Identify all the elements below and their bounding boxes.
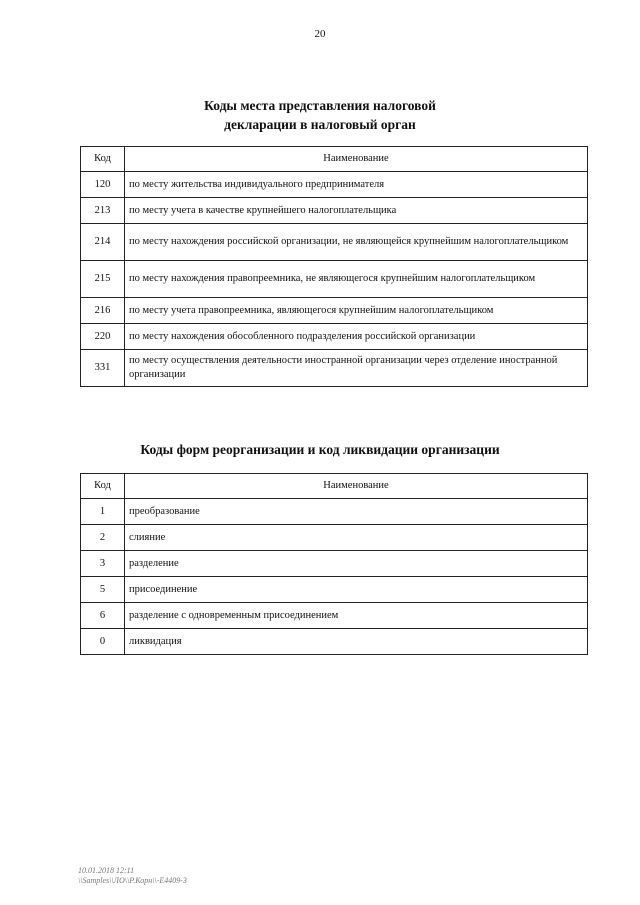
code-cell: 213	[81, 198, 125, 224]
representation-codes-table	[80, 146, 588, 387]
footer-timestamp: 10.01.2018 12:11	[78, 866, 135, 875]
name-cell: ликвидация	[125, 629, 588, 655]
name-cell: преобразование	[125, 499, 588, 525]
table-row	[81, 172, 588, 198]
table-row	[81, 577, 588, 603]
name-cell: по месту учета правопреемника, являющегося крупнейшим налогоплательщиком	[125, 298, 588, 324]
column-header-code: Код	[81, 474, 125, 499]
table-row	[81, 198, 588, 224]
name-cell: слияние	[125, 525, 588, 551]
column-header-name: Наименование	[125, 147, 588, 172]
code-cell: 6	[81, 603, 125, 629]
name-cell: по месту нахождения российской организации, не являющейся крупнейшим налогоплательщиком	[125, 224, 588, 261]
document-footer	[78, 866, 187, 886]
section-title-line: декларации в налоговый орган	[224, 117, 416, 132]
code-cell: 0	[81, 629, 125, 655]
name-cell: присоединение	[125, 577, 588, 603]
section-title-representation-codes	[0, 96, 640, 134]
name-cell: разделение	[125, 551, 588, 577]
code-cell: 2	[81, 525, 125, 551]
code-cell: 331	[81, 350, 125, 387]
table-row	[81, 261, 588, 298]
table-header-row	[81, 474, 588, 499]
table-row	[81, 224, 588, 261]
code-cell: 215	[81, 261, 125, 298]
name-cell: по месту нахождения правопреемника, не являющегося крупнейшим налогоплательщиком	[125, 261, 588, 298]
code-cell: 120	[81, 172, 125, 198]
table-header-row	[81, 147, 588, 172]
table-row	[81, 551, 588, 577]
table-row	[81, 298, 588, 324]
footer-file-path: \\Samples\\ЛО\\Р.Корн\\-Е4409-3	[78, 876, 187, 885]
table-row	[81, 350, 588, 387]
name-cell: по месту жительства индивидуального предпринимателя	[125, 172, 588, 198]
code-cell: 3	[81, 551, 125, 577]
reorganization-codes-table	[80, 473, 588, 655]
table-row	[81, 525, 588, 551]
table-row	[81, 603, 588, 629]
table-row	[81, 499, 588, 525]
column-header-code: Код	[81, 147, 125, 172]
table-row	[81, 629, 588, 655]
name-cell: по месту нахождения обособленного подразделения российской организации	[125, 324, 588, 350]
code-cell: 1	[81, 499, 125, 525]
code-cell: 220	[81, 324, 125, 350]
page-number: 20	[314, 28, 326, 40]
name-cell: разделение с одновременным присоединением	[125, 603, 588, 629]
code-cell: 214	[81, 224, 125, 261]
code-cell: 5	[81, 577, 125, 603]
section-title-reorganization-codes: Коды форм реорганизации и код ликвидации организации	[140, 442, 500, 457]
column-header-name: Наименование	[125, 474, 588, 499]
section-title-line: Коды места представления налоговой	[204, 98, 436, 113]
table-row	[81, 324, 588, 350]
name-cell: по месту осуществления деятельности иностранной организации через отделение иностранной организации	[125, 350, 588, 387]
name-cell: по месту учета в качестве крупнейшего налогоплательщика	[125, 198, 588, 224]
code-cell: 216	[81, 298, 125, 324]
